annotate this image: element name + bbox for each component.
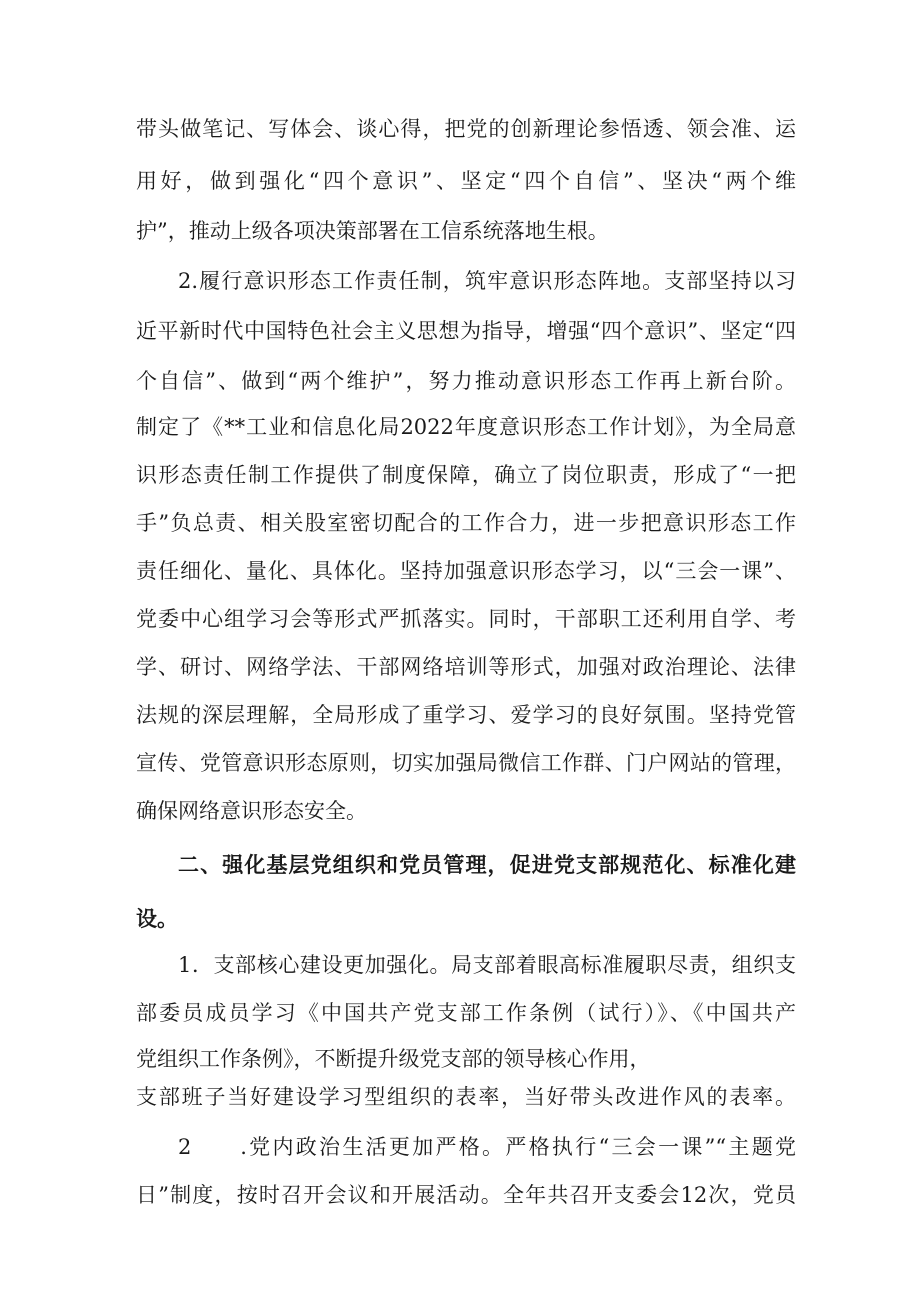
text-line: 识形态责任制工作提供了制度保障，确立了岗位职责，形成了“一把 xyxy=(136,463,796,487)
paragraph-first-line: 2 .党内政治生活更加严格。严格执行“三会一课”“主题党 xyxy=(178,1135,796,1159)
paragraph-first-line: 1．支部核心建设更加强化。局支部着眼高标准履职尽责，组织支 xyxy=(178,953,796,977)
text-line: 用好，做到强化“四个意识”、坚定“四个自信”、坚决“两个维 xyxy=(136,169,796,193)
paragraph-first-line: 2.履行意识形态工作责任制，筑牢意识形态阵地。支部坚持以习 xyxy=(178,269,796,293)
text-line: 带头做笔记、写体会、谈心得，把党的创新理论参悟透、领会准、运 xyxy=(136,117,796,141)
text-line: 党委中心组学习会等形式严抓落实。同时，干部职工还利用自学、考 xyxy=(136,607,796,631)
text-line: 日”制度，按时召开会议和开展活动。全年共召开支委会12次，党员 xyxy=(136,1183,796,1207)
section-heading-continued: 设。 xyxy=(136,907,178,931)
text-line: 支部班子当好建设学习型组织的表率，当好带头改进作风的表率。 xyxy=(136,1085,796,1109)
text-line: 护”，推动上级各项决策部署在工信系统落地生根。 xyxy=(136,219,609,243)
text-line: 个自信”、做到“两个维护”，努力推动意识形态工作再上新台阶。 xyxy=(136,369,796,393)
text-line: 制定了《**工业和信息化局2022年度意识形态工作计划》，为全局意 xyxy=(136,415,796,439)
text-line: 部委员成员学习《中国共产党支部工作条例（试行）》、《中国共产 xyxy=(136,1001,796,1025)
text-line: 近平新时代中国特色社会主义思想为指导，增强“四个意识”、坚定“四 xyxy=(136,319,796,343)
text-line: 学、研讨、网络学法、干部网络培训等形式，加强对政治理论、法律 xyxy=(136,655,796,679)
section-heading: 二、强化基层党组织和党员管理，促进党支部规范化、标准化建 xyxy=(178,853,796,877)
text-line: 责任细化、量化、具体化。坚持加强意识形态学习，以“三会一课”、 xyxy=(136,559,796,583)
text-line: 党组织工作条例》，不断提升级党支部的领导核心作用， xyxy=(136,1047,651,1071)
text-line: 宣传、党管意识形态原则，切实加强局微信工作群、门户网站的管理， xyxy=(136,751,796,775)
text-line: 法规的深层理解，全局形成了重学习、爱学习的良好氛围。坚持党管 xyxy=(136,703,796,727)
text-line: 确保网络意识形态安全。 xyxy=(136,799,367,823)
text-line: 手”负总责、相关股室密切配合的工作合力，进一步把意识形态工作 xyxy=(136,511,796,535)
